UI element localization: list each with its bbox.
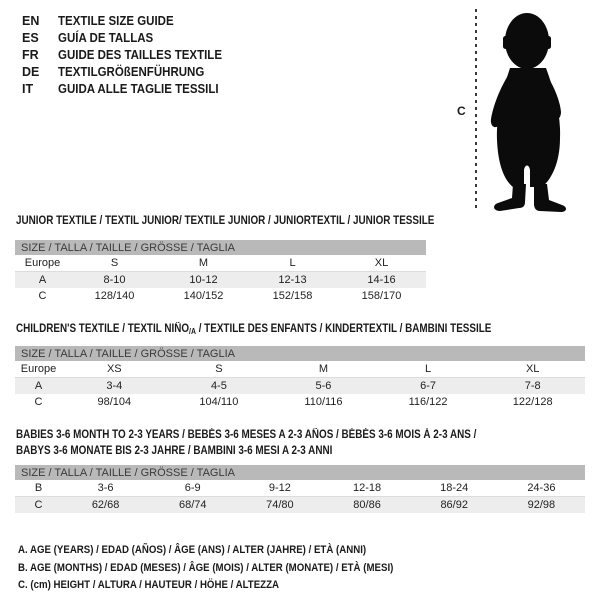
table-row-age — [15, 378, 585, 395]
size-cell: S — [215, 363, 223, 375]
size-cell: M — [318, 363, 329, 375]
size-cell: L — [425, 363, 432, 375]
height-cell: 92/98 — [498, 497, 585, 514]
months-cell: 3-6 — [97, 482, 114, 494]
junior-heading-text: JUNIOR TEXTILE / TEXTIL JUNIOR/ TEXTILE JUNIOR / JUNIORTEXTIL / JUNIOR TESSILE — [16, 215, 435, 227]
language-title: GUIDA ALLE TAGLIE TESSILI — [58, 82, 219, 96]
age-cell: 6-7 — [376, 378, 481, 395]
height-cell: 86/92 — [411, 497, 498, 514]
height-cell: 74/80 — [236, 497, 323, 514]
babies-section-heading — [16, 427, 551, 459]
legend-line-a: A. AGE (YEARS) / EDAD (AÑOS) / ÂGE (ANS) / ALTER (JAHRE) / ETÀ (ANNI) — [18, 544, 367, 556]
baby-silhouette-icon — [483, 8, 577, 212]
height-cell: 80/86 — [323, 497, 410, 514]
row-label: Europe — [24, 257, 61, 269]
height-measure-dashed-line — [475, 9, 477, 212]
language-code: FR — [22, 48, 39, 62]
junior-size-table — [15, 240, 426, 304]
language-title: GUÍA DE TALLAS — [58, 31, 154, 45]
size-cell: XL — [525, 363, 540, 375]
language-code: DE — [22, 65, 40, 79]
size-cell: XL — [374, 257, 389, 269]
size-header-row — [15, 346, 585, 361]
language-row-fr — [22, 47, 236, 64]
children-size-table — [15, 346, 585, 410]
months-cell: 6-9 — [184, 482, 201, 494]
legend — [18, 542, 445, 595]
height-cell: 122/128 — [512, 396, 553, 408]
age-cell: 10-12 — [159, 272, 248, 289]
size-cell: L — [289, 257, 296, 269]
language-title: GUIDE DES TAILLES TEXTILE — [58, 48, 223, 62]
months-cell: 9-12 — [268, 482, 291, 494]
language-code: IT — [22, 82, 34, 96]
height-cell: 116/122 — [408, 396, 448, 408]
size-header-row — [15, 465, 585, 480]
children-section-heading — [16, 321, 569, 340]
language-title: TEXTILGRÖßENFÜHRUNG — [58, 65, 205, 79]
junior-section-heading — [16, 213, 502, 229]
age-cell: 4-5 — [167, 378, 272, 395]
height-cell: 152/158 — [272, 290, 313, 302]
table-row-height — [15, 394, 585, 410]
language-list — [22, 13, 236, 98]
language-code: ES — [22, 31, 39, 45]
height-cell: 68/74 — [149, 497, 236, 514]
language-row-de — [22, 64, 236, 81]
table-row-age — [15, 272, 426, 289]
language-row-en — [22, 13, 236, 30]
height-cell: 98/104 — [97, 396, 132, 408]
age-cell: 7-8 — [480, 378, 585, 395]
size-cell: S — [110, 257, 119, 269]
children-heading-text: CHILDREN'S TEXTILE / TEXTIL $NIÑO_{/A}$ / TEXTILE DES ENFANTS / KINDERTEXTIL / BAMBINI TESSILE — [16, 323, 492, 336]
months-cell: 12-18 — [352, 482, 382, 494]
row-label: A — [15, 272, 70, 289]
babies-heading-line2: BABYS 3-6 MONATE BIS 2-3 JAHRE / BAMBINI 3-6 MESI A 2-3 ANNI — [16, 445, 333, 457]
language-row-es — [22, 30, 236, 47]
age-cell: 5-6 — [271, 378, 376, 395]
language-code: EN — [22, 14, 40, 28]
size-header-cell: SIZE / TALLA / TAILLE / GRÖSSE / TAGLIA — [15, 240, 426, 255]
table-row-europe — [15, 361, 585, 378]
height-cell: 62/68 — [62, 497, 149, 514]
height-cell: 110/116 — [304, 396, 343, 408]
language-title: TEXTILE SIZE GUIDE — [58, 14, 174, 28]
row-label: Europe — [20, 363, 57, 375]
height-cell: 140/152 — [183, 290, 224, 302]
months-cell: 18-24 — [440, 482, 469, 494]
row-label: B — [34, 482, 43, 494]
nino-a-subscript: /A — [189, 327, 196, 336]
row-label: C — [34, 396, 43, 408]
height-measure-label: C — [457, 104, 466, 118]
legend-line-c: C. (cm) HEIGHT / ALTURA / HAUTEUR / HÖHE / ALTEZZA — [18, 579, 280, 591]
height-cell: 104/110 — [199, 396, 239, 408]
size-cell: XS — [106, 363, 122, 375]
row-label: C — [15, 497, 62, 514]
babies-heading-line1: BABIES 3-6 MONTH TO 2-3 YEARS / BEBÉS 3-6 MESES A 2-3 AÑOS / BÉBÉS 3-6 MOIS À 2-3 ANS / — [16, 429, 477, 441]
size-cell: M — [198, 257, 209, 269]
row-label: A — [15, 378, 62, 395]
language-row-it — [22, 81, 236, 98]
legend-line-b: B. AGE (MONTHS) / EDAD (MESES) / ÂGE (MOIS) / ALTER (MONATE) / ETÀ (MESI) — [18, 561, 394, 574]
height-cell: 128/140 — [94, 290, 135, 302]
age-cell: 14-16 — [337, 272, 426, 289]
size-header-row — [15, 240, 426, 255]
age-cell: 12-13 — [248, 272, 337, 289]
table-row-months — [15, 480, 585, 497]
babies-size-table — [15, 465, 585, 513]
size-header-cell: SIZE / TALLA / TAILLE / GRÖSSE / TAGLIA — [15, 346, 585, 361]
age-cell: 8-10 — [70, 272, 159, 289]
size-header-cell: SIZE / TALLA / TAILLE / GRÖSSE / TAGLIA — [15, 465, 585, 480]
table-row-height — [15, 497, 585, 514]
months-cell: 24-36 — [527, 482, 556, 494]
table-row-europe — [15, 255, 426, 272]
table-row-height — [15, 288, 426, 304]
age-cell: 3-4 — [62, 378, 167, 395]
row-label: C — [38, 290, 47, 302]
height-cell: 158/170 — [361, 290, 402, 302]
